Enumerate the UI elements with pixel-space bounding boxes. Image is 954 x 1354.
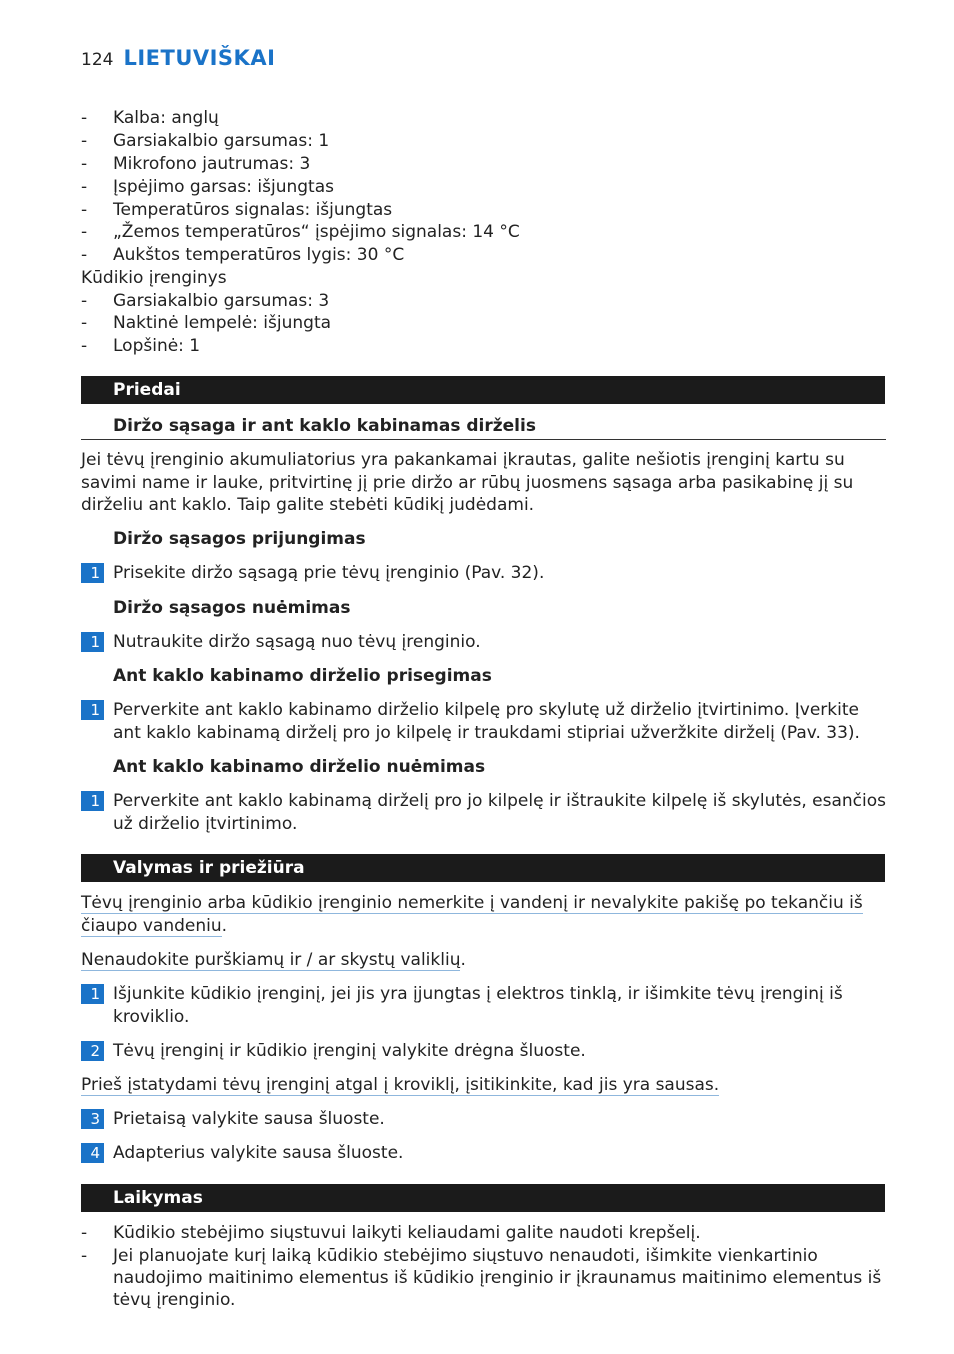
step-item: 1 Nutraukite diržo sąsagą nuo tėvų įrenginio. bbox=[81, 631, 887, 654]
section-bar-storage: Laikymas bbox=[81, 1184, 885, 1212]
step-item: 1 Perverkite ant kaklo kabinamo dirželio kilpelę pro skylutę už dirželio įtvirtinimo. Įverkite ant kaklo kabinamą dirželį pro jo kilpelę ir traukdami stipriai užveržkite dirželį (Pav. 33). bbox=[81, 699, 887, 744]
step-item: 2 Tėvų įrenginį ir kūdikio įrenginį valykite drėgna šluoste. bbox=[81, 1040, 887, 1063]
step-number: 1 bbox=[81, 632, 104, 652]
section-bar-cleaning: Valymas ir priežiūra bbox=[81, 854, 885, 882]
list-item: - Temperatūros signalas: išjungtas bbox=[81, 200, 393, 220]
step-number: 1 bbox=[81, 791, 104, 811]
list-item: - Įspėjimo garsas: išjungtas bbox=[81, 177, 334, 197]
step-number: 3 bbox=[81, 1109, 104, 1129]
step-item: 4 Adapterius valykite sausa šluoste. bbox=[81, 1142, 887, 1165]
step-number: 4 bbox=[81, 1143, 104, 1163]
list-item: - Kalba: anglų bbox=[81, 108, 219, 128]
divider bbox=[81, 439, 886, 440]
step-number: 1 bbox=[81, 700, 104, 720]
warning-text: Prieš įstatydami tėvų įrenginį atgal į kroviklį, įsitikinkite, kad jis yra sausas. bbox=[81, 1075, 720, 1095]
step-number: 1 bbox=[81, 563, 104, 583]
step-item: 1 Perverkite ant kaklo kabinamą dirželį pro jo kilpelę ir ištraukite kilpelę iš skylutės, esančios už dirželio įtvirtinimo. bbox=[81, 790, 887, 835]
page-number: 124 bbox=[81, 50, 114, 70]
list-item: - Lopšinė: 1 bbox=[81, 336, 201, 356]
language-title: LIETUVIŠKAI bbox=[123, 46, 276, 70]
list-item: - Kūdikio stebėjimo siųstuvui laikyti keliaudami galite naudoti krepšelį. bbox=[81, 1223, 701, 1243]
list-item: - Garsiakalbio garsumas: 3 bbox=[81, 291, 330, 311]
list-item: - „Žemos temperatūros“ įspėjimo signalas: 14 °C bbox=[81, 222, 520, 242]
step-number: 1 bbox=[81, 984, 104, 1004]
intro-paragraph: Jei tėvų įrenginio akumuliatorius yra pakankamai įkrautas, galite nešiotis įrenginį kartu su savimi name ir lauke, pritvirtinę jį prie diržo ar rūbų juosmens sąsaga arba pasikabinę jį su dirželiu ant kaklo. Taip galite stebėti kūdikį judėdami. bbox=[81, 450, 854, 515]
heading-remove-clip: Diržo sąsagos nuėmimas bbox=[113, 598, 351, 618]
step-number: 2 bbox=[81, 1041, 104, 1061]
list-item: - Jei planuojate kurį laiką kūdikio stebėjimo siųstuvo nenaudoti, išimkite vienkartinio naudojimo maitinimo elementus iš kūdikio įrenginio ir įkraunamus maitinimo elementus iš tėvų įrenginio. bbox=[81, 1246, 882, 1310]
section-bar-accessories: Priedai bbox=[81, 376, 885, 404]
heading-attach-cord: Ant kaklo kabinamo dirželio prisegimas bbox=[113, 666, 492, 686]
step-item: 1 Išjunkite kūdikio įrenginį, jei jis yra įjungtas į elektros tinklą, ir išimkite tėvų įrenginį iš kroviklio. bbox=[81, 983, 887, 1028]
heading-attach-clip: Diržo sąsagos prijungimas bbox=[113, 529, 366, 549]
subsection-title: Diržo sąsaga ir ant kaklo kabinamas dirželis bbox=[113, 416, 536, 436]
warning-text: Nenaudokite purškiamų ir / ar skystų valiklių. bbox=[81, 950, 466, 970]
list-item: - Garsiakalbio garsumas: 1 bbox=[81, 131, 330, 151]
warning-text: Tėvų įrenginio arba kūdikio įrenginio nemerkite į vandenį ir nevalykite pakišę po tekančiu iš čiaupo vandeniu. bbox=[81, 893, 863, 936]
baby-unit-label: Kūdikio įrenginys bbox=[81, 268, 227, 288]
list-item: - Aukštos temperatūros lygis: 30 °C bbox=[81, 245, 405, 265]
step-item: 1 Prisekite diržo sąsagą prie tėvų įrenginio (Pav. 32). bbox=[81, 562, 887, 585]
list-item: - Mikrofono jautrumas: 3 bbox=[81, 154, 311, 174]
list-item: - Naktinė lempelė: išjungta bbox=[81, 313, 332, 333]
page-header bbox=[81, 46, 275, 70]
step-item: 3 Prietaisą valykite sausa šluoste. bbox=[81, 1108, 887, 1131]
heading-remove-cord: Ant kaklo kabinamo dirželio nuėmimas bbox=[113, 757, 486, 777]
